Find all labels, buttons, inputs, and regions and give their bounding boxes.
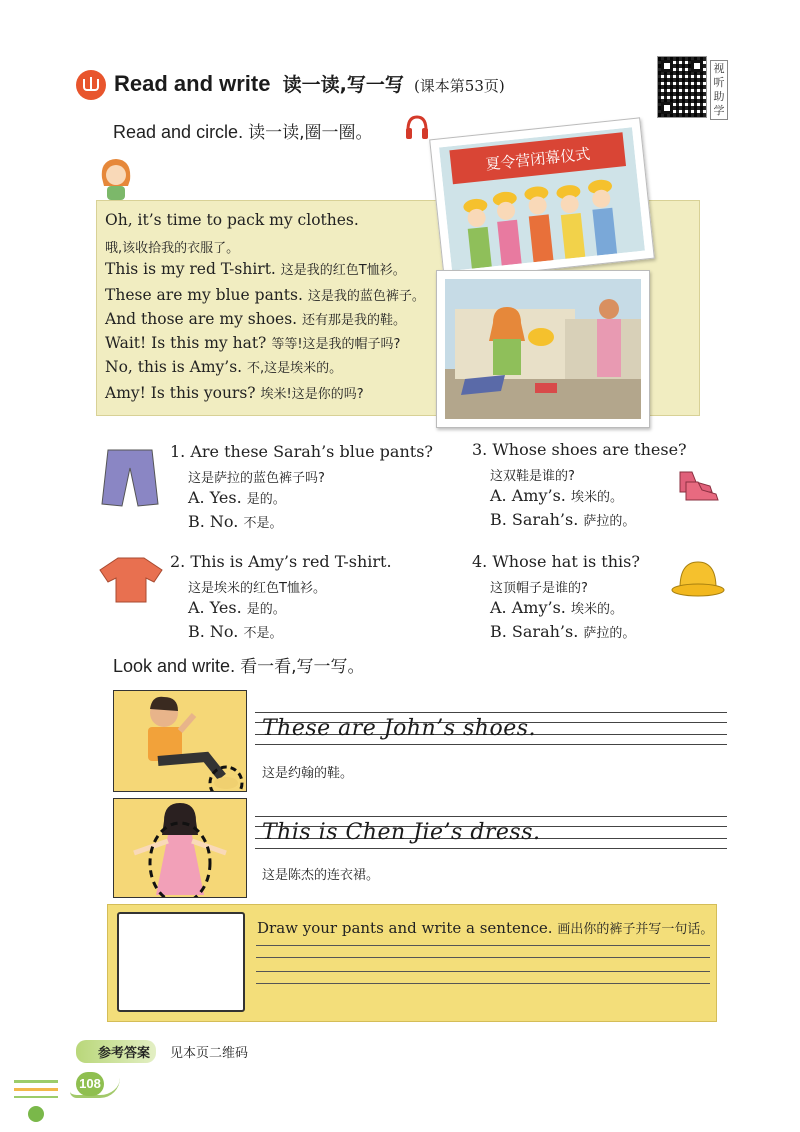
sentence-1: These are John’s shoes.	[262, 716, 536, 741]
qr-label: 视听助学	[710, 60, 728, 120]
sentence-1-cn: 这是约翰的鞋。	[262, 766, 354, 781]
question-4-option-a[interactable]: A. Amy’s. 埃米的。	[490, 598, 623, 617]
passage-line-3: These are my blue pants. 这是我的蓝色裤子。	[105, 286, 425, 304]
read-and-circle-en: Read and circle.	[113, 122, 244, 142]
john-picture	[113, 690, 247, 792]
question-4: 4. Whose hat is this?	[472, 552, 640, 571]
headphones-icon[interactable]	[404, 114, 430, 142]
passage-line-6: No, this is Amy’s. 不,这是埃米的。	[105, 358, 343, 376]
ceremony-illustration	[439, 127, 645, 271]
question-1-option-a[interactable]: A. Yes. 是的。	[188, 488, 286, 507]
publisher-logo-icon	[10, 1076, 62, 1126]
page-number: 108	[76, 1072, 104, 1096]
look-and-write-en: Look and write.	[113, 656, 236, 676]
question-3-option-b[interactable]: B. Sarah’s. 萨拉的。	[490, 510, 636, 529]
textbook-page-ref: (课本第53页)	[413, 77, 505, 95]
ceremony-banner-text: 夏令营闭幕仪式	[484, 144, 591, 174]
read-and-circle-title	[113, 118, 373, 143]
section-book-icon	[76, 70, 106, 100]
section-title	[114, 70, 505, 97]
look-and-write-title	[113, 652, 365, 677]
sentence-2-cn: 这是陈杰的连衣裙。	[262, 868, 380, 883]
question-4-option-b[interactable]: B. Sarah’s. 萨拉的。	[490, 622, 636, 641]
question-3: 3. Whose shoes are these?	[472, 440, 687, 459]
chen-jie-picture	[113, 798, 247, 898]
pants-icon	[100, 446, 160, 508]
drawing-box[interactable]	[117, 912, 245, 1012]
read-and-circle-cn: 读一读,圈一圈。	[248, 123, 373, 143]
sentence-2: This is Chen Jie’s dress.	[262, 820, 541, 845]
tshirt-icon	[98, 554, 164, 604]
passage-line-1-cn: 哦,该收拾我的衣服了。	[105, 241, 240, 256]
answer-key-text: 见本页二维码	[170, 1046, 249, 1061]
look-and-write-cn: 看一看,写一写。	[240, 657, 365, 677]
packing-illustration	[445, 279, 641, 419]
passage-line-2: This is my red T-shirt. 这是我的红色T恤衫。	[105, 260, 406, 278]
hat-icon	[670, 556, 726, 600]
question-3-cn: 这双鞋是谁的?	[490, 469, 575, 484]
question-3-option-a[interactable]: A. Amy’s. 埃米的。	[490, 486, 623, 505]
draw-prompt: Draw your pants and write a sentence. 画出你的裤子并写一句话。	[257, 919, 714, 937]
passage-line-5: Wait! Is this my hat? 等等!这是我的帽子吗?	[105, 334, 401, 352]
section-title-cn: 读一读,写一写	[282, 74, 404, 96]
closing-ceremony-photo	[429, 117, 655, 280]
answer-key-label: 参考答案	[76, 1040, 156, 1063]
passage-line-7: Amy! Is this yours? 埃米!这是你的吗?	[105, 384, 364, 402]
qr-code-icon[interactable]	[657, 56, 707, 118]
question-4-cn: 这顶帽子是谁的?	[490, 581, 588, 596]
question-1-option-b[interactable]: B. No. 不是。	[188, 512, 283, 531]
girl-avatar-icon	[98, 156, 134, 200]
packing-room-photo	[436, 270, 650, 428]
question-2-option-b[interactable]: B. No. 不是。	[188, 622, 283, 641]
section-title-en: Read and write	[114, 71, 271, 96]
shoes-icon	[676, 462, 722, 504]
question-2-cn: 这是埃米的红色T恤衫。	[188, 581, 326, 596]
question-1: 1. Are these Sarah’s blue pants?	[170, 442, 433, 461]
question-1-cn: 这是萨拉的蓝色裤子吗?	[188, 471, 325, 486]
passage-line-1: Oh, it’s time to pack my clothes.	[105, 211, 359, 229]
question-2-option-a[interactable]: A. Yes. 是的。	[188, 598, 286, 617]
question-2: 2. This is Amy’s red T-shirt.	[170, 552, 392, 571]
passage-line-4: And those are my shoes. 还有那是我的鞋。	[105, 310, 407, 328]
